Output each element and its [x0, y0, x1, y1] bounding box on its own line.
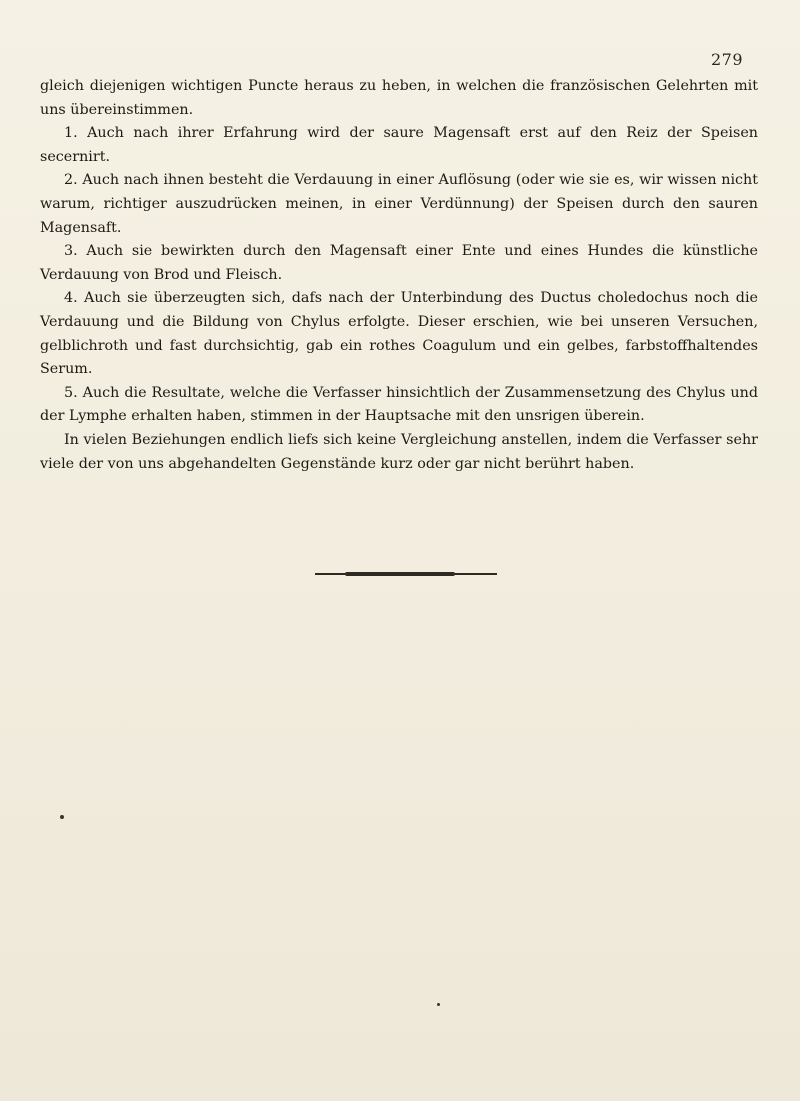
paragraph-closing: In vielen Beziehungen endlich liefs sich keine Vergleichung anstellen, indem die Verfasser sehr viele der von uns abgehandelten Gegenstände kurz oder gar nicht berührt haben. — [40, 431, 758, 472]
body-text — [40, 75, 758, 476]
page-number: 279 — [710, 50, 743, 69]
paragraph-item-3: 3. Auch sie bewirkten durch den Magensaft einer Ente und eines Hundes die künstliche Verdauung von Brod und Fleisch. — [40, 243, 758, 283]
paragraph-intro: gleich diejenigen wichtigen Puncte heraus zu heben, in welchen die französischen Gelehrten mit uns übereinstimmen. — [40, 78, 758, 118]
paragraph-item-4: 4. Auch sie überzeugten sich, dafs nach der Unterbindung des Ductus choledochus noch die Verdauung und die Bildung von Chylus erfolgte. Dieser erschien, wie bei unseren Versuchen, gelblichroth und fast durchsichtig, gab ein rothes Coagulum und ein gelbes, farbstoffhaltendes Serum. — [40, 290, 758, 378]
paragraph-item-5: 5. Auch die Resultate, welche die Verfasser hinsichtlich der Zusammensetzung des Chylus und der Lymphe erhalten haben, stimmen in der Hauptsache mit den unsrigen überein. — [40, 384, 758, 425]
ink-speck — [437, 1003, 440, 1006]
paragraph-item-1: 1. Auch nach ihrer Erfahrung wird der saure Magensaft erst auf den Reiz der Speisen secernirt. — [40, 125, 758, 165]
section-end-rule — [315, 573, 497, 575]
paragraph-item-2: 2. Auch nach ihnen besteht die Verdauung in einer Auflösung (oder wie sie es, wir wissen nicht warum, richtiger auszudrücken meinen, in einer Verdünnung) der Speisen durch den sauren Magensaft. — [40, 172, 758, 236]
ink-speck — [60, 815, 64, 819]
